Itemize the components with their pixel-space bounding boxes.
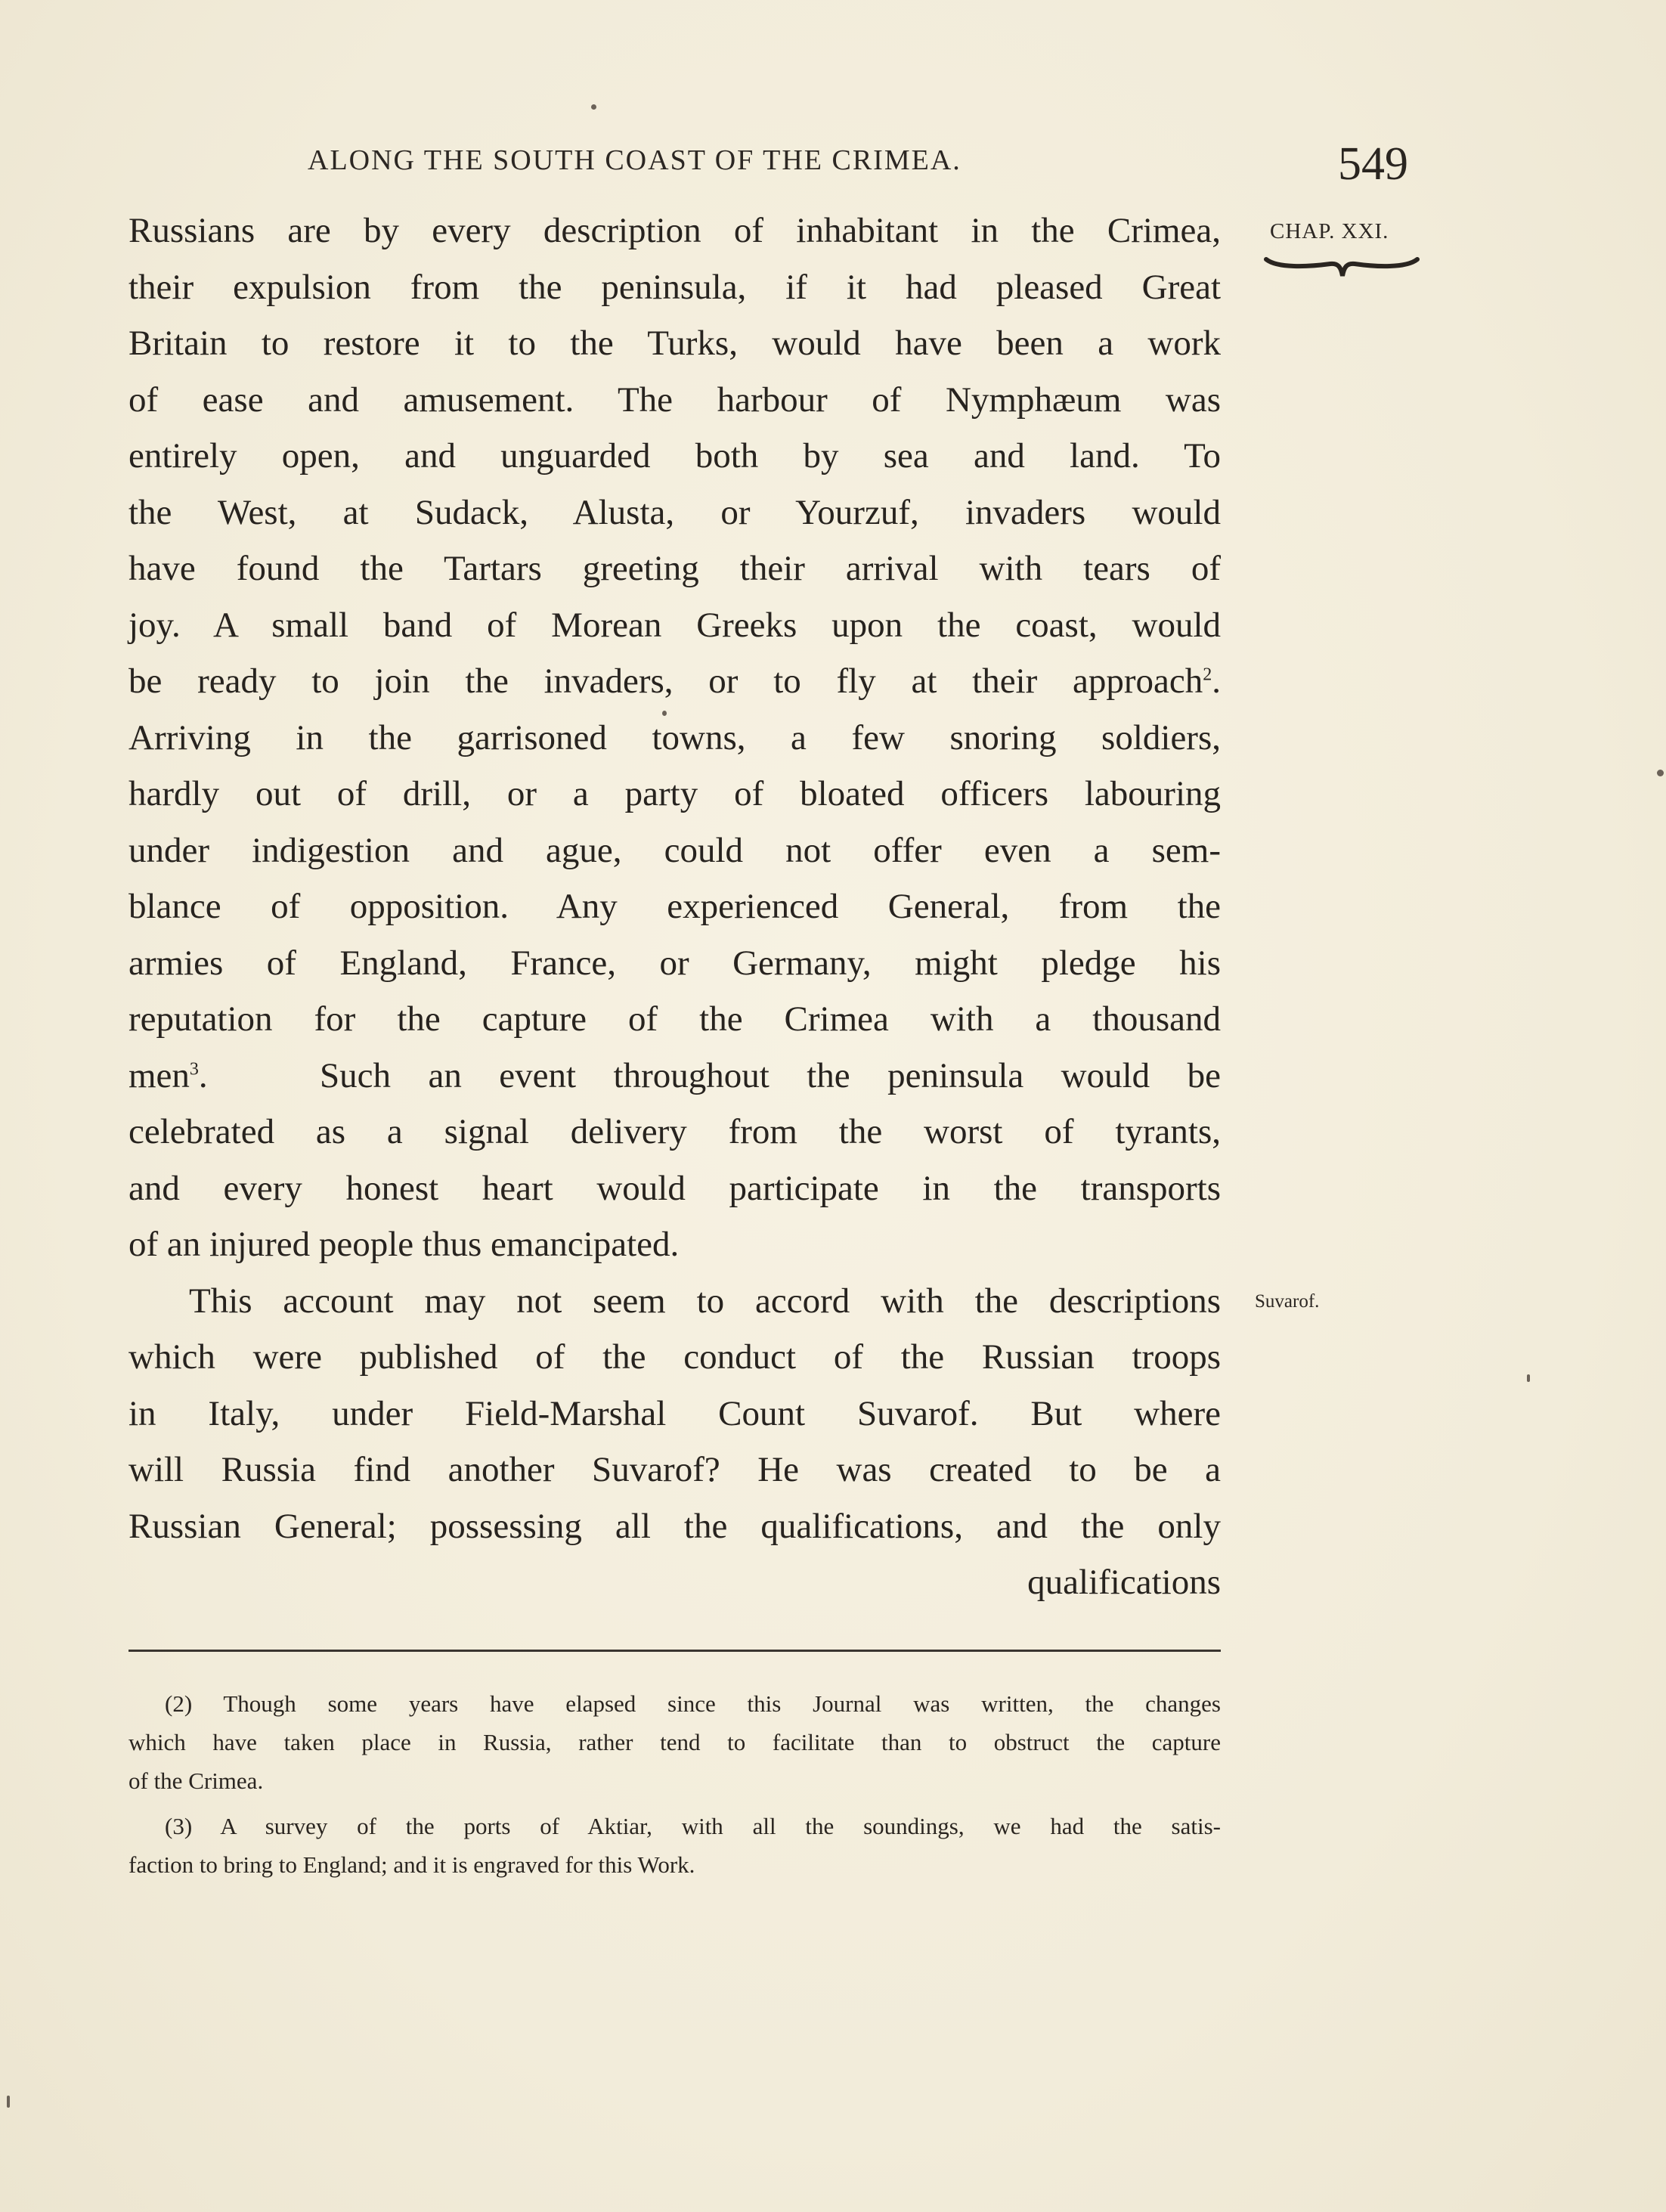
body-line: armies of England, France, or Germany, might pledge his [129,943,1221,983]
running-title: ALONG THE SOUTH COAST OF THE CRIMEA. [308,144,962,176]
footnote-3-line: faction to bring to England; and it is engraved for this Work. [129,1851,695,1878]
body-line: under indigestion and ague, could not offer even a sem- [129,830,1221,870]
paper-speck [7,2096,10,2108]
catchword: qualifications [1027,1563,1221,1602]
body-line: Russians are by every description of inhabitant in the Crimea, [129,211,1221,250]
body-line: their expulsion from the peninsula, if it had pleased Great [129,267,1221,307]
footnote-ref-2: 2 [1203,665,1212,685]
body-line: and every honest heart would participate in the transports [129,1168,1221,1208]
body-line: Russian General; possessing all the qualifications, and the only [129,1506,1221,1546]
footnote-gap [129,1800,1221,1807]
body-line-text: men [129,1055,190,1095]
body-line-text: Such an event throughout the peninsula would be [320,1055,1221,1095]
footnote-rule [129,1650,1221,1652]
footnote-ref-3: 3 [189,1058,199,1079]
body-line: joy. A small band of Morean Greeks upon the coast, would [129,605,1221,645]
body-line: reputation for the capture of the Crimea with a thousand [129,999,1221,1039]
body-line: which were published of the conduct of the Russian troops [129,1337,1221,1377]
body-line: of ease and amusement. The harbour of Nymphæum was [129,380,1221,420]
footnotes [129,1684,1221,1884]
body-line: This account may not seem to accord with the descriptions [189,1281,1221,1321]
body-line: of an injured people thus emancipated. [129,1225,680,1264]
body-line: have found the Tartars greeting their arrival with tears of [129,549,1221,588]
footnote-2-line: which have taken place in Russia, rather tend to facilitate than to obstruct the capture [129,1729,1221,1755]
body-line: Britain to restore it to the Turks, would have been a work [129,324,1221,363]
body-text [129,203,1221,1611]
page-number: 549 [1338,138,1408,190]
paper-speck [662,711,667,716]
margin-note-suvarof: Suvarof. [1255,1291,1320,1312]
body-line: the West, at Sudack, Alusta, or Yourzuf, invaders would [129,492,1221,532]
body-line: entirely open, and unguarded both by sea and land. To [129,436,1221,476]
body-line-with-note-3: men$^3$. Such an event throughout the peninsula would be [129,1055,1221,1095]
body-line: in Italy, under Field-Marshal Count Suvarof. But where [129,1393,1221,1433]
body-line-text: be ready to join the invaders, or to fly at their approach [129,661,1203,701]
paper-speck [591,104,596,110]
body-line: hardly out of drill, or a party of bloated officers labouring [129,774,1221,813]
body-line: celebrated as a signal delivery from the worst of tyrants, [129,1112,1221,1151]
paper-speck [1657,770,1664,776]
body-line-with-note-2: be ready to join the invaders, or to fly at their approach$^2$. [129,661,1221,701]
footnote-3-line: (3) A survey of the ports of Aktiar, with all the soundings, we had the satis- [165,1813,1221,1839]
brace-ornament-icon [1262,253,1421,287]
footnote-2-line: (2) Though some years have elapsed since this Journal was written, the changes [165,1690,1221,1717]
paper-speck [1527,1374,1530,1382]
body-line: Arriving in the garrisoned towns, a few snoring soldiers, [129,717,1221,757]
body-line: blance of opposition. Any experienced General, from the [129,887,1221,926]
running-head [129,138,1225,191]
margin-chapter-label: CHAP. XXI. [1270,219,1389,243]
body-line: will Russia find another Suvarof? He was created to be a [129,1450,1221,1489]
footnote-2-line: of the Crimea. [129,1767,264,1794]
